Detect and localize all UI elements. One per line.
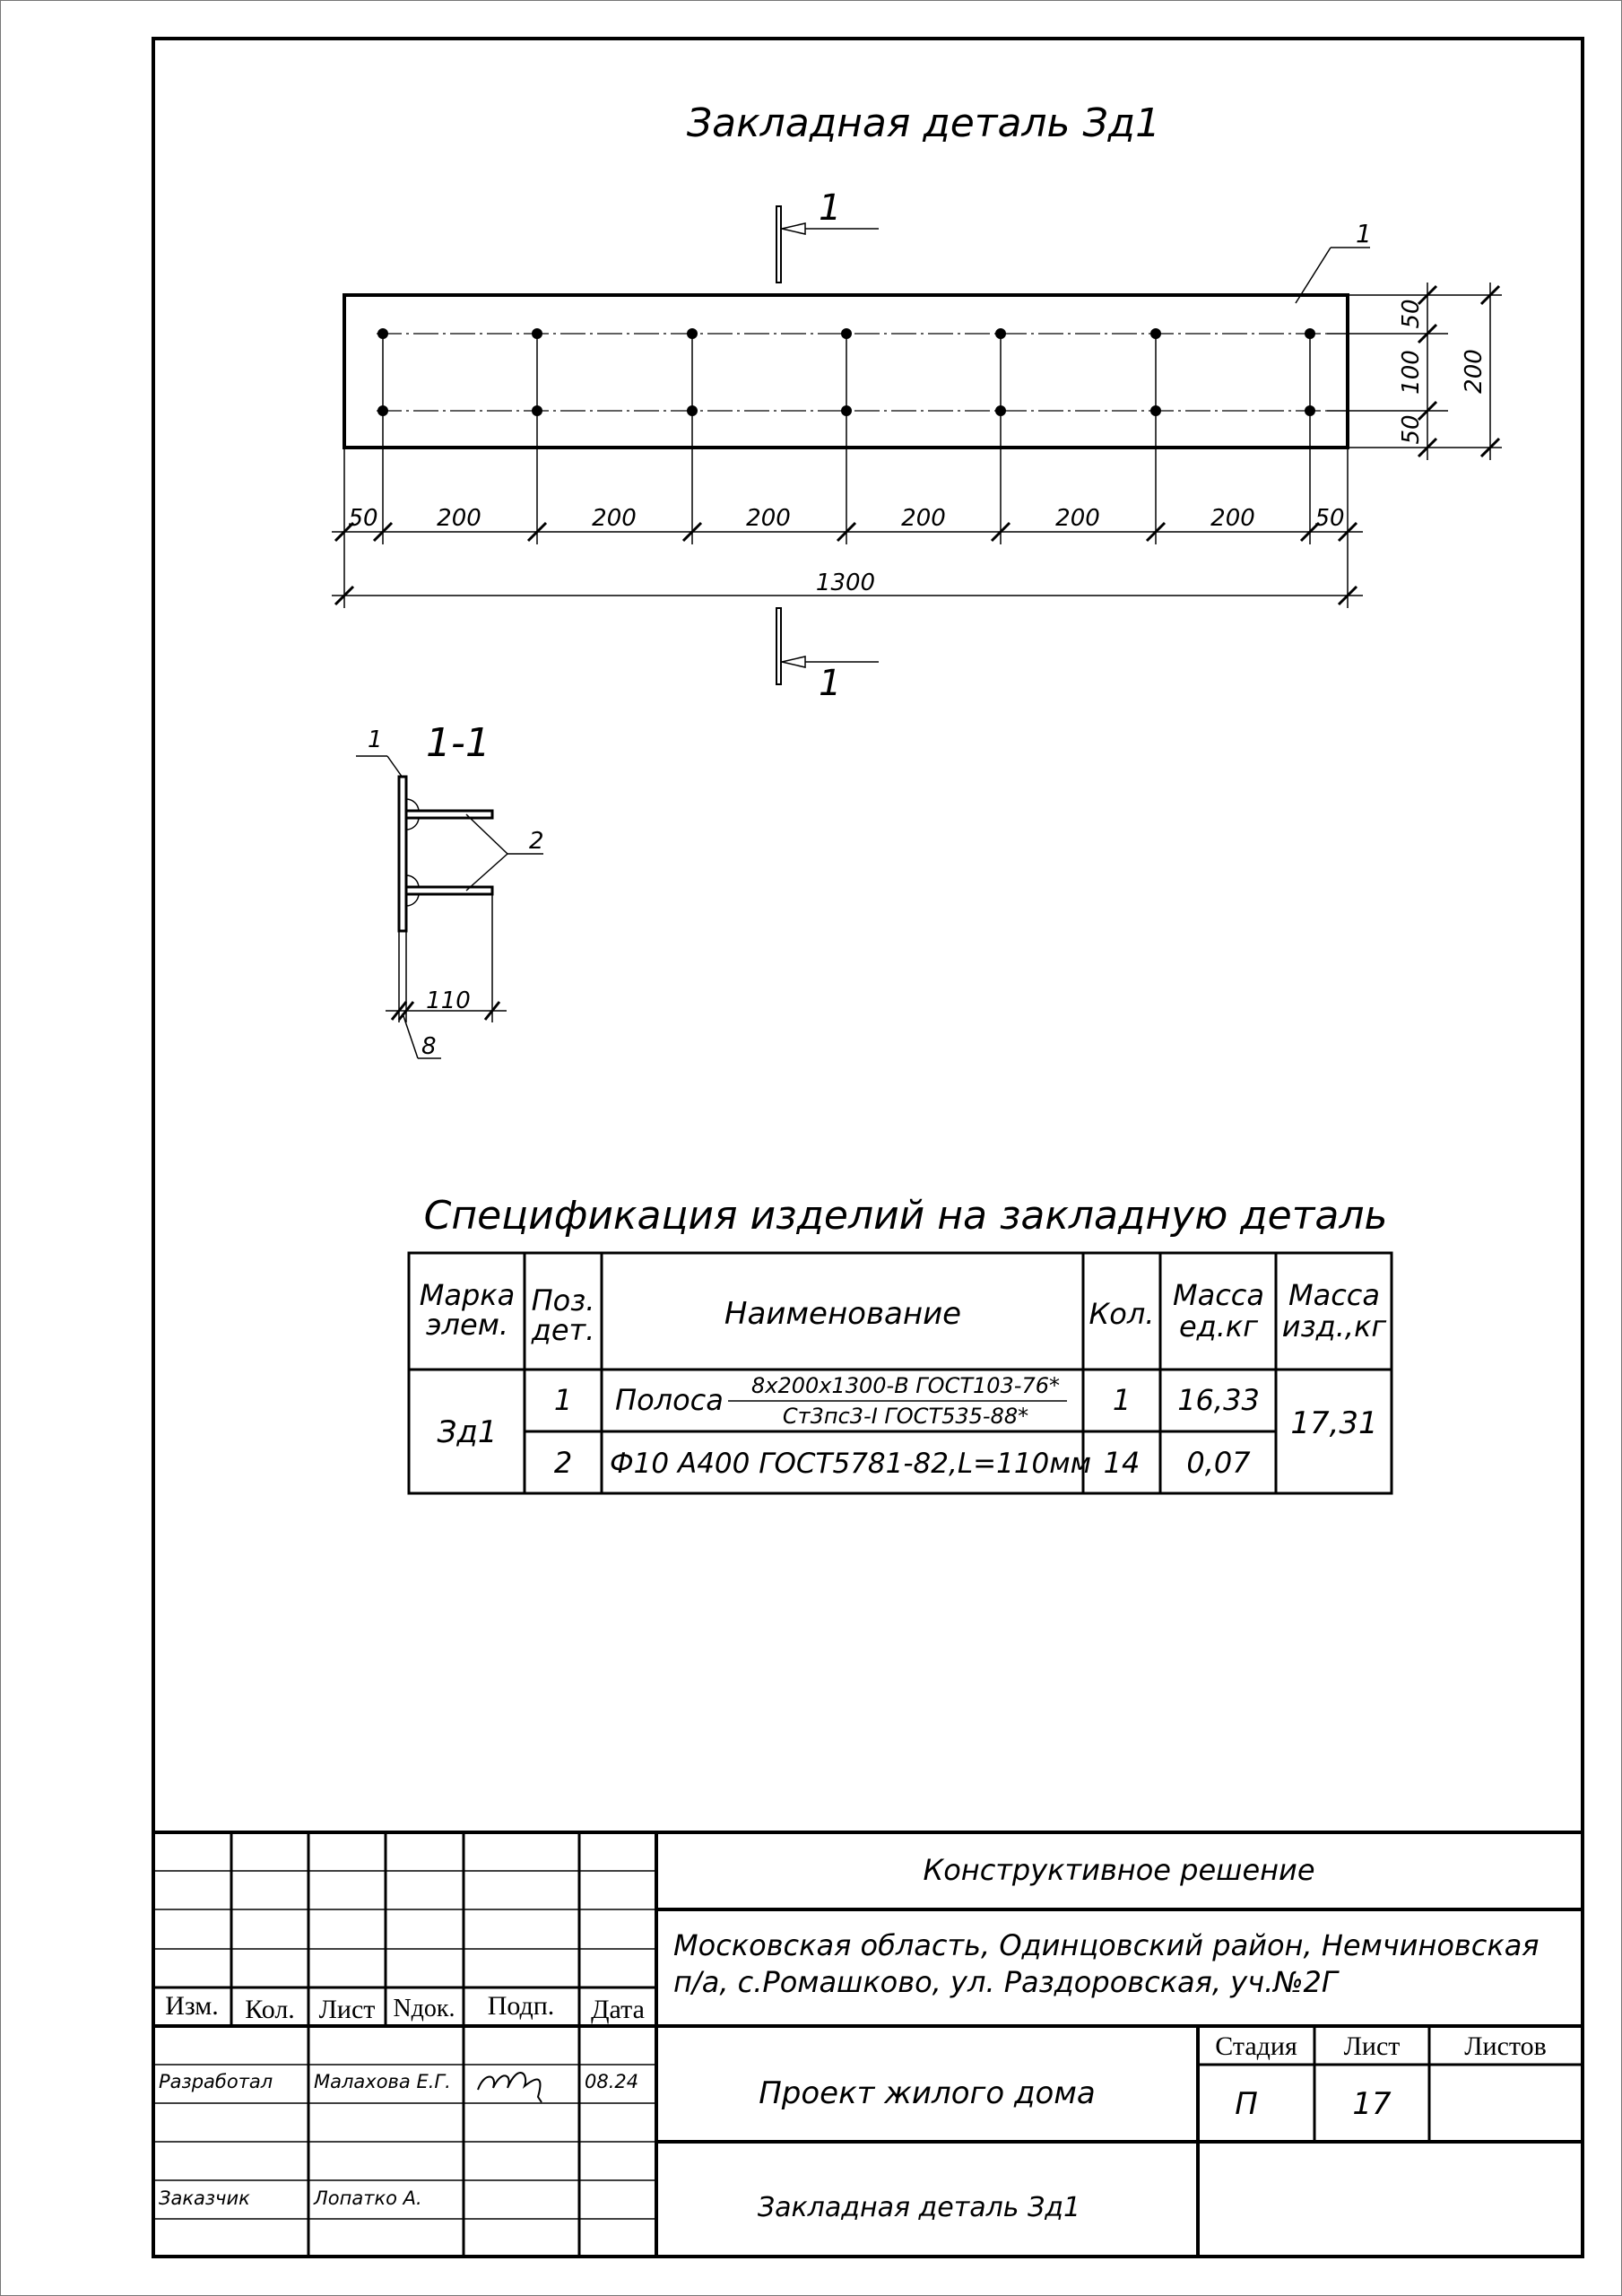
- drawing-frame: [153, 39, 1583, 2257]
- anchor-bar-point: [532, 405, 542, 416]
- specification-table: [409, 1193, 1392, 1493]
- stamp-drawing-name: Закладная деталь Зд1: [757, 2192, 1081, 2223]
- section-marker-top: [776, 187, 879, 283]
- stamp-stage-label: Стадия: [1215, 2031, 1297, 2061]
- spec-total-mass: 17,31: [1290, 1405, 1378, 1441]
- plan-view: [344, 295, 1348, 544]
- spec-row1-unit-mass: 16,33: [1177, 1383, 1260, 1417]
- stamp-col-kol: Кол.: [245, 1995, 295, 2024]
- stamp-col-ndok: Nдок.: [393, 1995, 455, 2022]
- stamp-address-line2: п/а, с.Ромашково, ул. Раздоровская, уч.№2Г: [673, 1965, 1338, 1999]
- spec-header-pos-1: Поз.: [531, 1283, 595, 1318]
- stamp-col-izm: Изм.: [165, 1991, 219, 2021]
- spec-title: Спецификация изделий на закладную деталь: [423, 1193, 1388, 1239]
- spec-row1-name-top: 8x200x1300-В ГОСТ103-76*: [750, 1373, 1061, 1398]
- dim-v-50-top: 50: [1398, 299, 1425, 329]
- spec-header-pos-2: дет.: [531, 1313, 595, 1347]
- title-block: [153, 1832, 1583, 2257]
- spec-row1-name-bottom: Ст3пс3-I ГОСТ535-88*: [782, 1404, 1029, 1429]
- plate-leader: [1296, 219, 1372, 303]
- dim-h-6: 200: [1210, 505, 1255, 532]
- stamp-col-data: Дата: [591, 1995, 645, 2024]
- dim-h-2: 200: [592, 505, 637, 532]
- anchor-bar-point: [995, 328, 1006, 339]
- dim-h-1: 200: [437, 505, 481, 532]
- anchor-bar-point: [687, 405, 698, 416]
- section-bar-bottom: [406, 887, 492, 894]
- stamp-project: Проект жилого дома: [759, 2075, 1096, 2111]
- spec-header-total-mass-2: изд.,кг: [1281, 1309, 1387, 1344]
- bar-positions: [377, 328, 1315, 544]
- dim-v-200: 200: [1461, 349, 1488, 394]
- anchor-bar-point: [995, 405, 1006, 416]
- spec-header-qty: Кол.: [1089, 1297, 1155, 1331]
- dim-h-3: 200: [746, 505, 791, 532]
- stamp-address-line1: Московская область, Одинцовский район, Немчиновская: [673, 1928, 1540, 1962]
- spec-row2-qty: 14: [1103, 1446, 1141, 1480]
- section-plate-pos: 1: [368, 726, 383, 753]
- anchor-bar-point: [1150, 405, 1161, 416]
- stamp-section-title: Конструктивное решение: [923, 1853, 1315, 1887]
- anchor-bar-point: [1305, 405, 1315, 416]
- stamp-date: 08.24: [585, 2071, 639, 2092]
- spec-row2-name: Ф10 А400 ГОСТ5781-82,L=110мм: [610, 1448, 1092, 1480]
- stamp-customer-label: Заказчик: [159, 2187, 250, 2209]
- anchor-bar-point: [687, 328, 698, 339]
- section-dim-110: 110: [426, 987, 471, 1014]
- section-plate: [399, 777, 406, 931]
- section-title: 1-1: [426, 720, 490, 766]
- stamp-sheet-label: Лист: [1343, 2031, 1401, 2061]
- section-bars-pos: 2: [529, 828, 544, 855]
- spec-row2-unit-mass: 0,07: [1186, 1446, 1251, 1480]
- spec-header-total-mass-1: Масса: [1288, 1278, 1381, 1312]
- anchor-bar-point: [841, 328, 852, 339]
- section-view: [356, 720, 544, 1060]
- spec-row1-pos: 1: [553, 1383, 573, 1417]
- anchor-bar-point: [1150, 328, 1161, 339]
- dim-h-7: 50: [1314, 505, 1345, 532]
- vertical-dimensions: [1327, 283, 1502, 460]
- plate-position-label: 1: [1356, 219, 1372, 248]
- anchor-bar-point: [841, 405, 852, 416]
- spec-row1-name-prefix: Полоса: [615, 1383, 724, 1417]
- spec-header-name: Наименование: [724, 1296, 962, 1332]
- spec-row2-pos: 2: [553, 1446, 573, 1480]
- stamp-developer: Малахова Е.Г.: [314, 2071, 451, 2092]
- spec-header-unit-mass-2: ед.кг: [1178, 1309, 1259, 1344]
- stamp-sheet-number: 17: [1352, 2086, 1392, 2122]
- anchor-bar-point: [1305, 328, 1315, 339]
- stamp-col-list: Лист: [318, 1995, 376, 2024]
- stamp-customer: Лопатко А.: [314, 2187, 422, 2209]
- anchor-bar-point: [377, 328, 388, 339]
- developer-signature: [478, 2073, 542, 2102]
- dim-total-length: 1300: [815, 570, 876, 596]
- section-label-bottom: 1: [819, 663, 842, 704]
- stamp-col-podp: Подп.: [487, 1991, 555, 2021]
- dim-h-0: 50: [348, 505, 378, 532]
- stamp-developed-label: Разработал: [159, 2071, 273, 2092]
- stamp-sheets-label: Листов: [1464, 2031, 1547, 2061]
- dim-v-100: 100: [1398, 350, 1425, 395]
- horizontal-dimensions: [332, 448, 1363, 608]
- section-bar-top: [406, 811, 492, 818]
- anchor-bar-point: [377, 405, 388, 416]
- section-marker-bottom: [776, 608, 879, 704]
- section-dim-8: 8: [421, 1033, 437, 1060]
- spec-header-mark-1: Марка: [419, 1278, 516, 1312]
- spec-mark: Зд1: [437, 1414, 498, 1450]
- anchor-bar-point: [532, 328, 542, 339]
- spec-row1-qty: 1: [1112, 1383, 1132, 1417]
- dim-h-5: 200: [1055, 505, 1100, 532]
- spec-header-unit-mass-1: Масса: [1172, 1278, 1265, 1312]
- spec-header-mark-2: элем.: [425, 1308, 509, 1342]
- dim-h-4: 200: [901, 505, 946, 532]
- section-label-top: 1: [819, 187, 842, 229]
- dim-v-50-bottom: 50: [1398, 414, 1425, 445]
- stamp-stage: П: [1235, 2086, 1258, 2122]
- drawing-title: Закладная деталь Зд1: [686, 100, 1161, 146]
